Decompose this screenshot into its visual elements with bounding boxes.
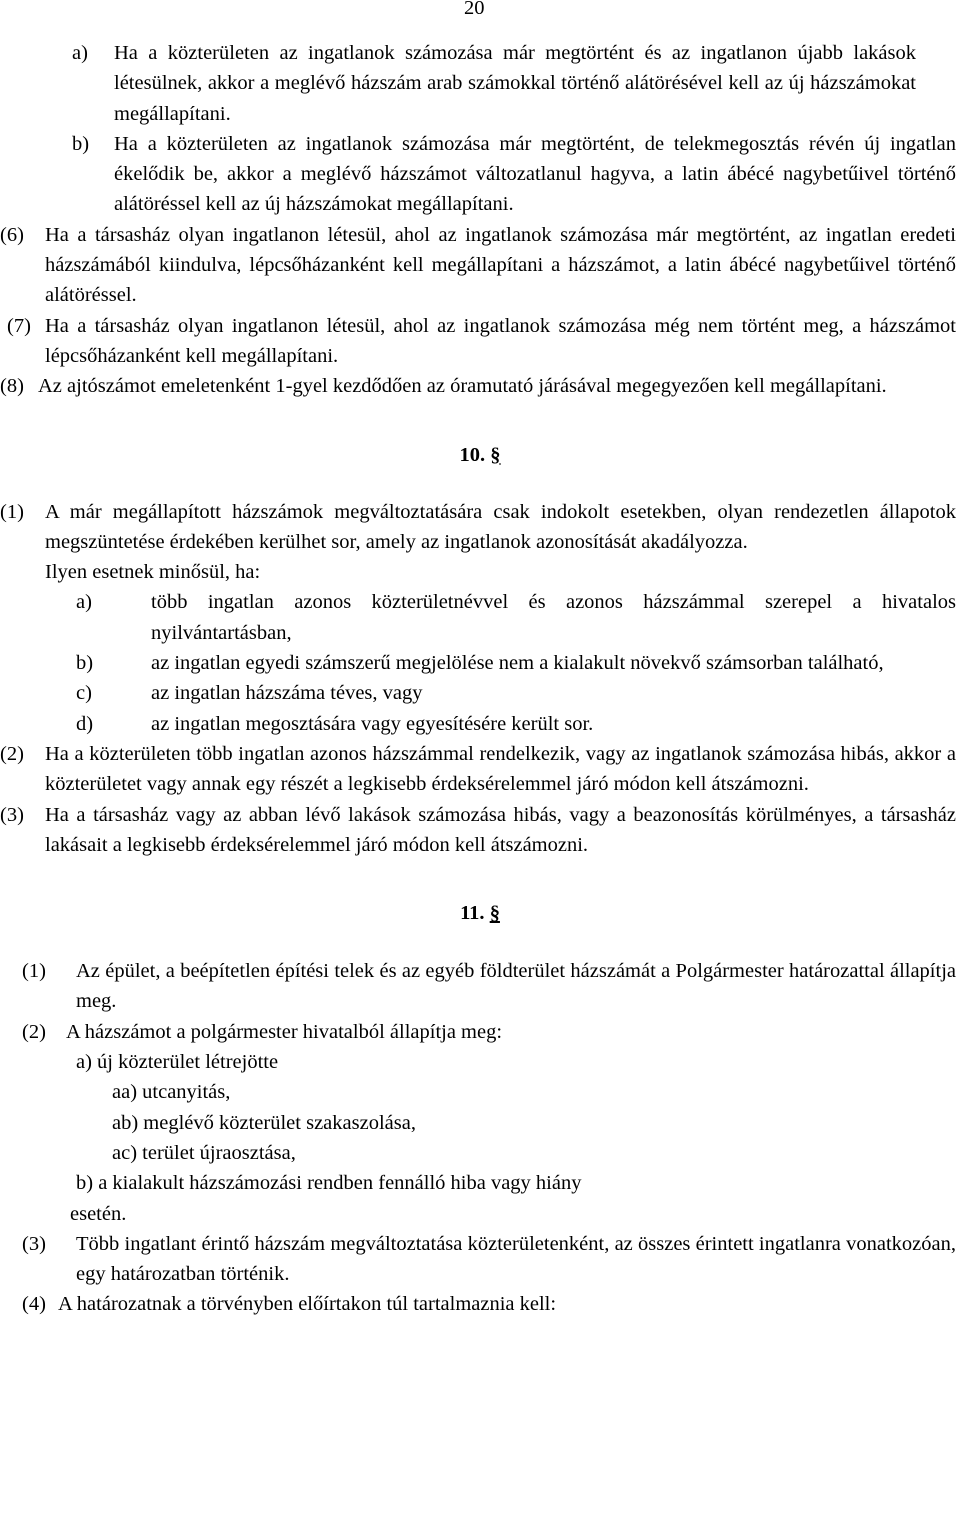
paragraph-label: (1): [22, 960, 46, 983]
paragraph-label: (1): [0, 500, 24, 523]
paragraph-label: (2): [22, 1020, 46, 1043]
section11-item-ab: ab) meglévő közterület szakaszolása,: [112, 1111, 416, 1134]
page-number: 20: [464, 0, 485, 19]
section11-item-ac: ac) terület újraosztása,: [112, 1141, 296, 1164]
paragraph-8: [0, 371, 956, 401]
section11-item-b: b) a kialakult házszámozási rendben fennálló hiba vagy hiány: [76, 1172, 582, 1195]
list-item: [76, 709, 956, 739]
section-sign: §: [489, 902, 500, 925]
section11-paragraph-1: [22, 956, 956, 1017]
paragraph-text: Az épület, a beépítetlen építési telek és az egyéb földterület házszámát a Polgármester határozattal állapítja meg.: [76, 960, 956, 1013]
list-item-text: az ingatlan megosztására vagy egyesítésére került sor.: [151, 712, 594, 735]
paragraph-7: [7, 311, 956, 372]
paragraph-6: [0, 220, 956, 311]
item-text: Ha a közterületen az ingatlanok számozása már megtörtént és az ingatlanon újabb lakások létesülnek, akkor a meglévő házszám arab számokkal történő alátörésével kell az új házszámokat megállapítani.: [114, 42, 916, 125]
paragraph-text: Ha a társasház olyan ingatlanon létesül, ahol az ingatlanok számozása még nem történt meg, a házszámot lépcsőházanként kell megállapítani.: [45, 314, 956, 367]
section10-item-list: [0, 587, 960, 738]
section-number: 10.: [459, 443, 486, 466]
paragraph-text: Ha a közterületen több ingatlan azonos házszámmal rendelkezik, vagy az ingatlanok számozása hibás, akkor a közterületet vagy annak egy részét a legkisebb érdeksérelemmel járó módon kell átszámozni.: [45, 742, 956, 796]
item-label: a): [72, 42, 88, 64]
paragraph-label: (3): [0, 803, 24, 826]
item-a-top: [72, 38, 916, 129]
list-item-label: c): [76, 682, 92, 705]
section11-paragraph-3: [22, 1229, 956, 1290]
list-item-text: több ingatlan azonos közterületnévvel és azonos házszámmal szerepel a hivatalos nyilvántartásban,: [151, 591, 956, 644]
item-b-top: [72, 129, 956, 220]
paragraph-label: (6): [0, 223, 24, 246]
section-heading-11: [0, 898, 960, 928]
paragraph-text: Az ajtószámot emeletenként 1-gyel kezdődően az óramutató járásával megegyezően kell megállapítani.: [38, 375, 887, 398]
section11-paragraph-2: [22, 1017, 956, 1047]
paragraph-label: (4): [22, 1293, 46, 1316]
list-item-text: az ingatlan egyedi számszerű megjelölése nem a kialakult növekvő számsorban található,: [151, 652, 884, 675]
list-item: [76, 648, 956, 678]
item-text: Ha a közterületen az ingatlanok számozása már megtörtént, de telekmegosztás révén új ingatlan ékelődik be, akkor a meglévő házszámot változatlanul hagyva, a latin ábécé nagybetűivel történő alátöréssel kell az új házszámokat megállapítani.: [114, 132, 956, 216]
paragraph-text: A határozatnak a törvényben előírtakon túl tartalmaznia kell:: [58, 1293, 557, 1316]
section10-paragraph-1: [0, 497, 956, 558]
section11-paragraph-4: [22, 1289, 956, 1319]
paragraph-text: Ha a társasház olyan ingatlanon létesül, ahol az ingatlanok számozása már megtörtént, az ingatlan eredeti házszámából kiindulva, lépcsőházanként kell megállapítani a házszámot, a latin ábécé nagybetűivel történő alátöréssel.: [45, 223, 956, 307]
list-item-label: b): [76, 652, 94, 675]
document-page: [0, 38, 960, 1320]
section10-paragraph-2: [0, 739, 956, 800]
section11-item-a: a) új közterület létrejötte: [76, 1051, 279, 1074]
item-label: b): [72, 132, 90, 155]
paragraph-label: (2): [0, 742, 24, 765]
paragraph-text: A már megállapított házszámok megváltoztatására csak indokolt esetekben, olyan rendezetlen állapotok megszüntetése érdekében kerülhet sor, amely az ingatlanok azonosítását akadályozza.: [45, 500, 956, 553]
paragraph-label: (3): [22, 1232, 46, 1255]
section-heading-10: [0, 440, 960, 470]
section-number: 11.: [460, 902, 485, 925]
paragraph-text: Ha a társasház vagy az abban lévő lakások számozása hibás, vagy a beazonosítás körülményes, a társasház lakásait a legkisebb érdeksérelemmel járó módon kell átszámozni.: [45, 803, 956, 856]
paragraph-text: A házszámot a polgármester hivatalból állapítja meg:: [66, 1020, 503, 1043]
paragraph-text: Több ingatlant érintő házszám megváltoztatása közterületenként, az összes érintett ingatlanra vonatkozóan, egy határozatban történik.: [76, 1232, 956, 1286]
list-item-label: d): [76, 712, 94, 735]
paragraph-label: (7): [7, 314, 31, 337]
section10-paragraph-3: [0, 800, 956, 861]
list-item: [76, 587, 956, 648]
list-item: [76, 678, 956, 708]
section-sign: §: [490, 443, 501, 466]
section11-item-b-tail: esetén.: [70, 1202, 127, 1225]
list-item-text: az ingatlan házszáma téves, vagy: [151, 682, 423, 705]
section11-item-aa: aa) utcanyitás,: [112, 1081, 231, 1104]
paragraph-label: (8): [0, 375, 24, 398]
section10-intro: Ilyen esetnek minősül, ha:: [45, 561, 261, 584]
list-item-label: a): [76, 591, 92, 614]
